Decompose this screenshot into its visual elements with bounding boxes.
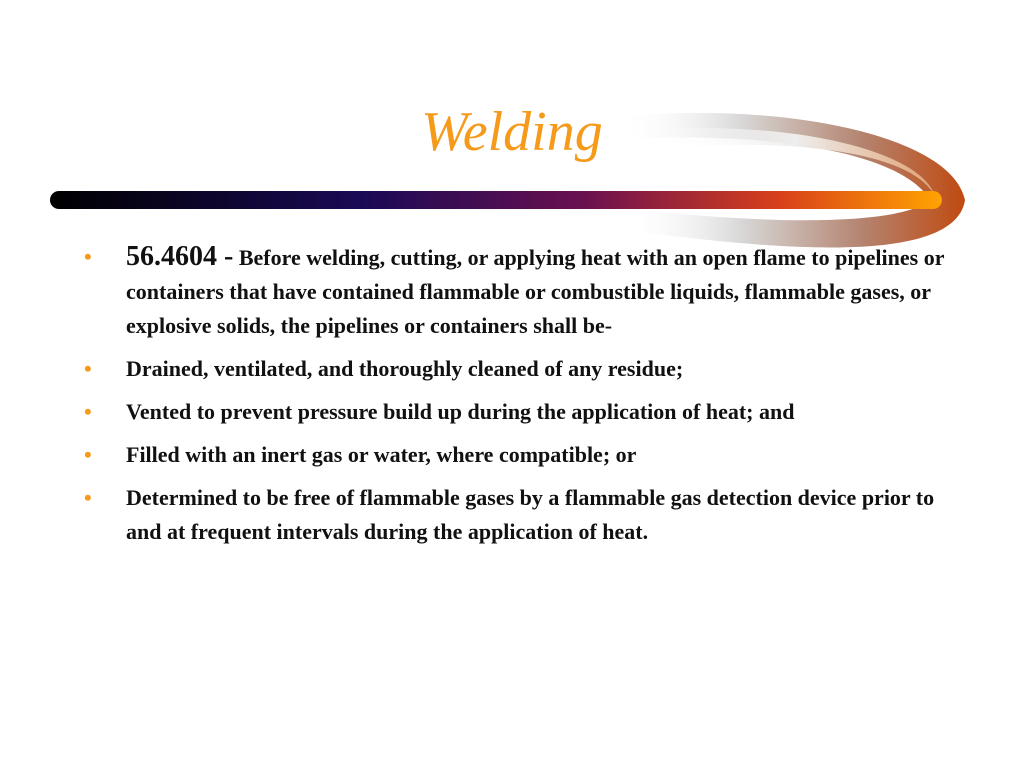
list-item-text: Filled with an inert gas or water, where compatible; or	[126, 442, 637, 467]
list-item	[84, 395, 954, 429]
list-item-text: Determined to be free of flammable gases by a flammable gas detection device prior to and at frequent intervals during the application of heat.	[126, 485, 935, 544]
list-item-text: Drained, ventilated, and thoroughly cleaned of any residue;	[126, 356, 684, 381]
list-item	[84, 481, 954, 549]
bullet-list	[84, 240, 954, 558]
bullet-icon: •	[84, 485, 92, 510]
bullet-icon: •	[84, 244, 92, 269]
slide-title: Welding	[421, 101, 603, 163]
list-item-text: Vented to prevent pressure build up during the application of heat; and	[126, 399, 795, 424]
list-item	[84, 438, 954, 472]
list-item-text: Before welding, cutting, or applying heat with an open flame to pipelines or containers that have contained flammable or combustible liquids, flammable gases, or explosive solids, the pipelines or containers shall be-	[126, 245, 945, 338]
bullet-icon: •	[84, 442, 92, 467]
bullet-icon: •	[84, 356, 92, 381]
section-number: 56.4604 -	[126, 241, 234, 272]
bullet-icon: •	[84, 399, 92, 424]
list-item	[84, 352, 954, 386]
list-item	[84, 240, 954, 343]
